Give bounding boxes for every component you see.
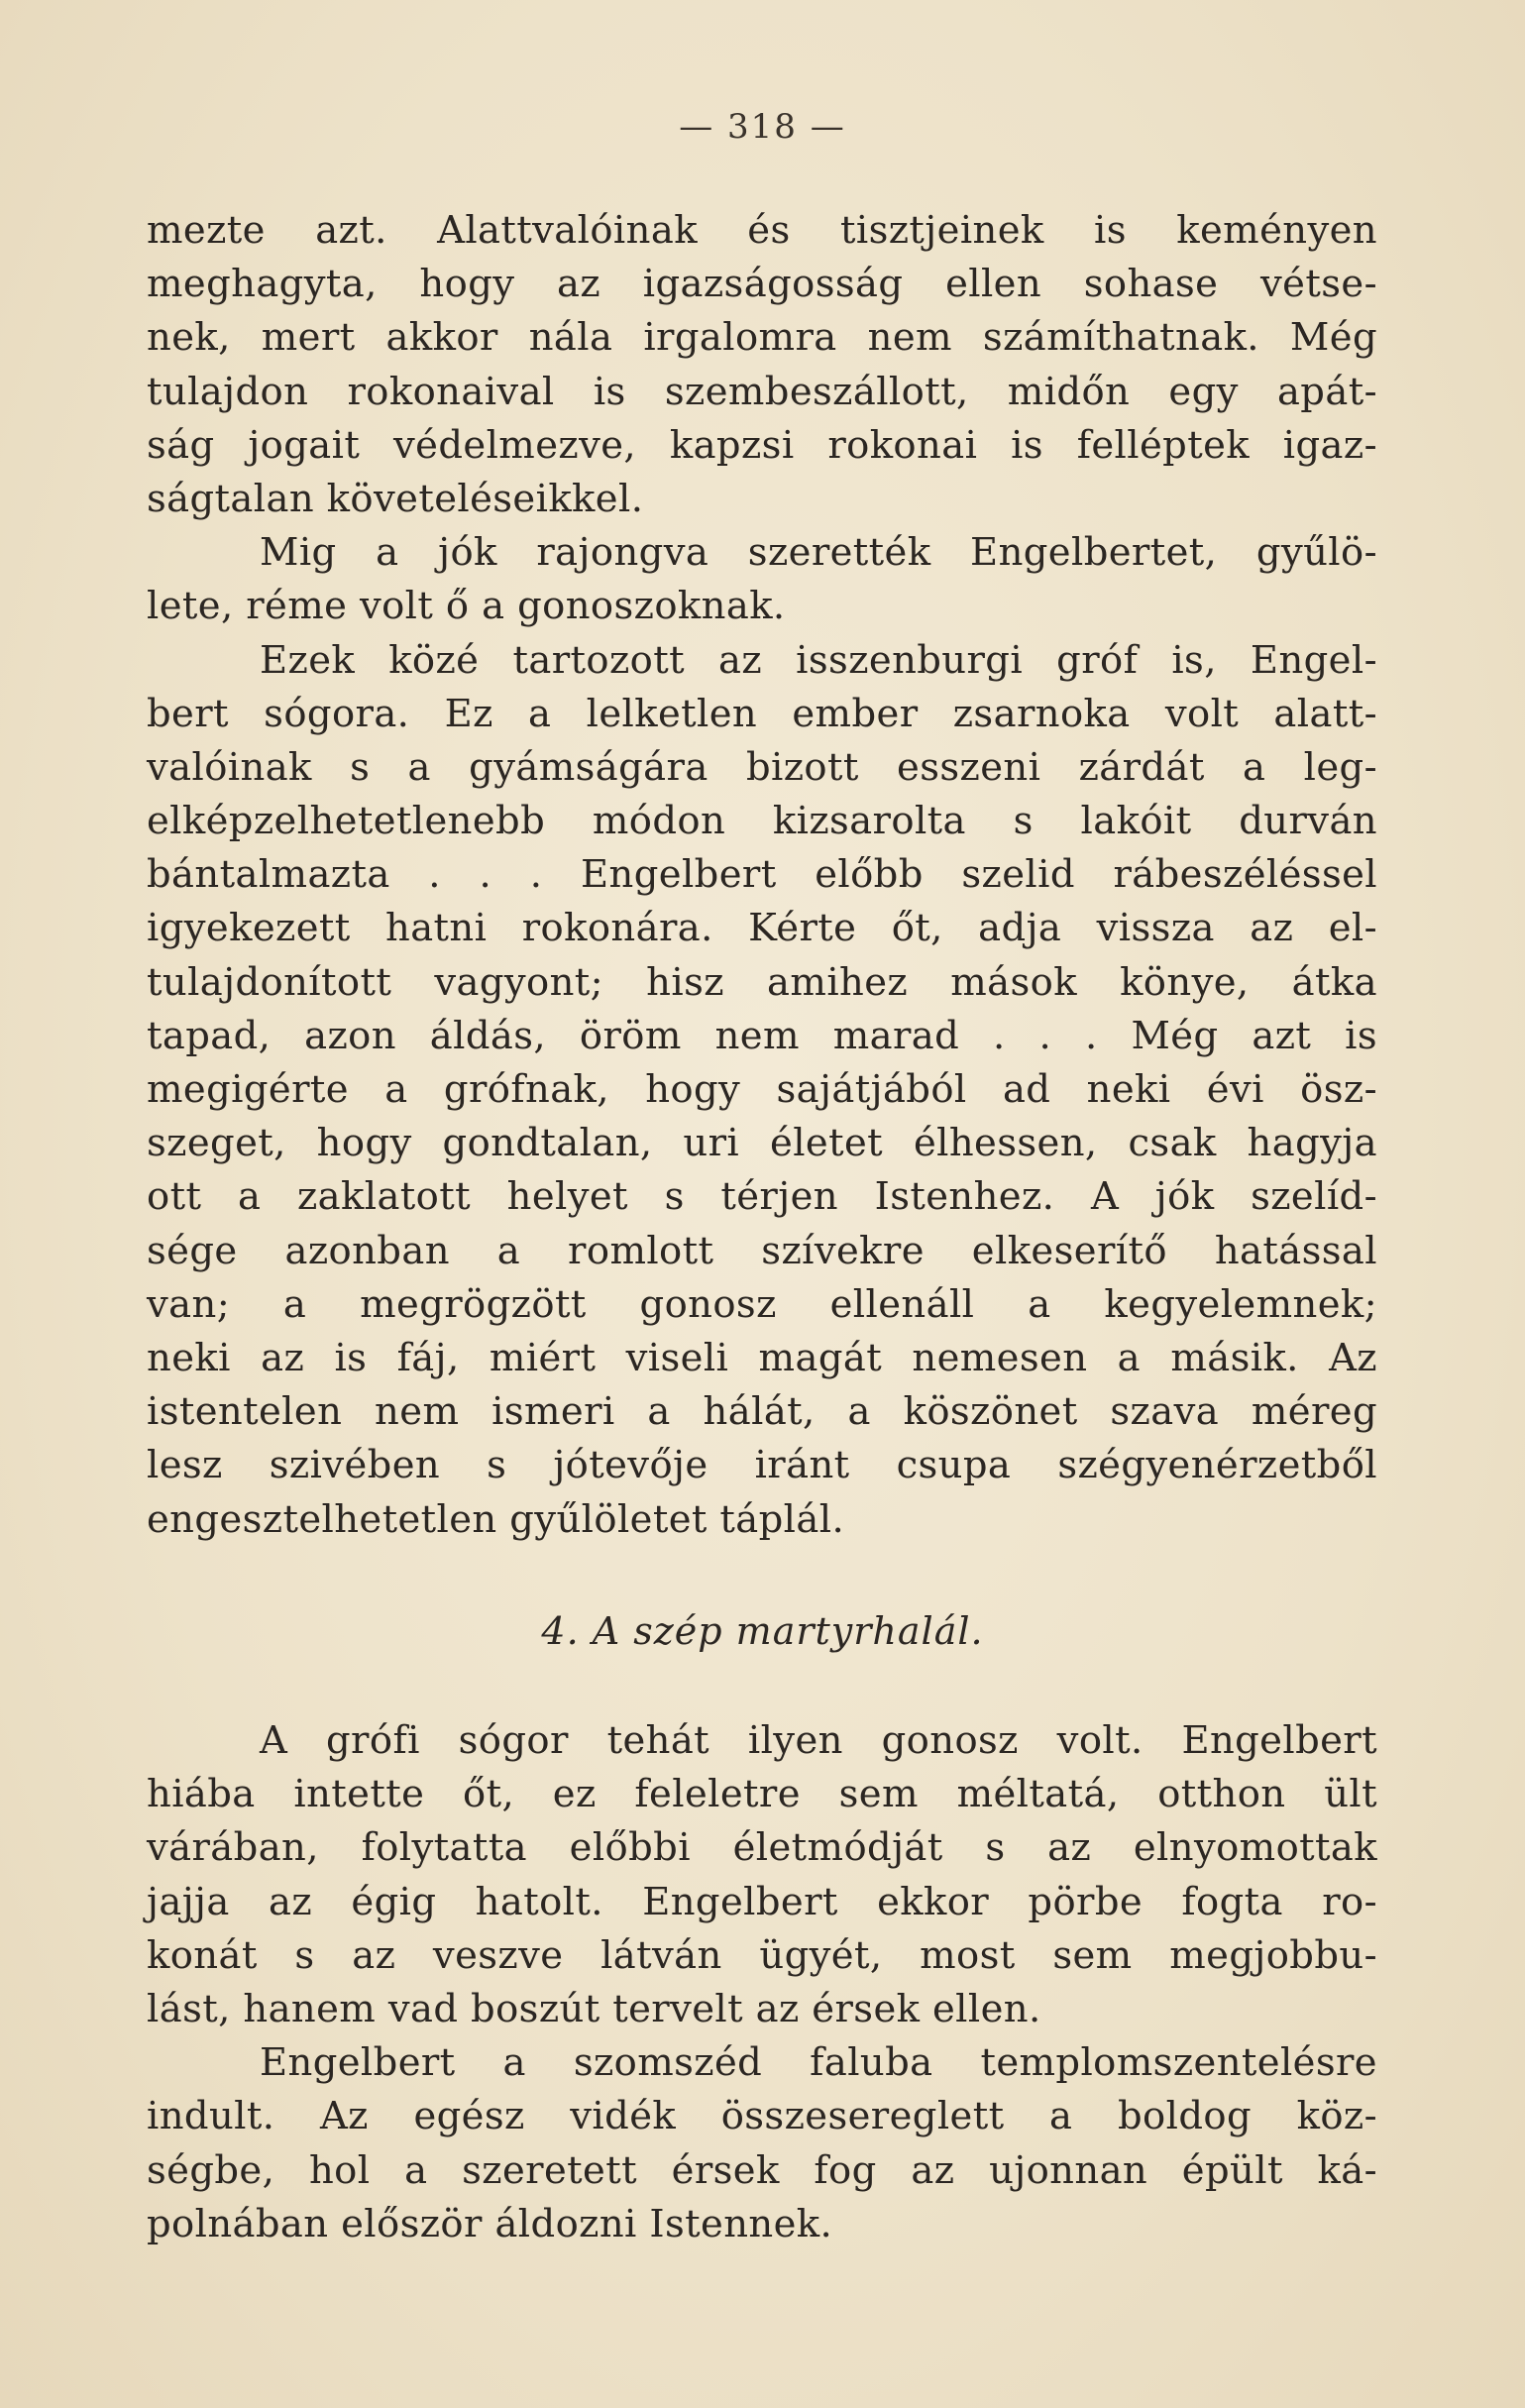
text-line: meghagyta, hogy az igazságosság ellen sohase vétse- — [147, 262, 1377, 307]
text-line: elképzelhetetlenebb módon kizsarolta s lakóit durván — [147, 799, 1377, 844]
text-line: szeget, hogy gondtalan, uri életet élhessen, csak hagyja — [147, 1121, 1377, 1166]
page-number: — 318 — — [679, 107, 846, 147]
text-line: indult. Az egész vidék összesereglett a boldog köz- — [147, 2094, 1377, 2139]
section-title: 4. A szép martyrhalál. — [541, 1609, 984, 1653]
text-line: bert sógora. Ez a lelketlen ember zsarnoka volt alatt- — [147, 691, 1377, 736]
text-line: istentelen nem ismeri a hálát, a köszönet szava méreg — [147, 1389, 1377, 1435]
text-line: lete, réme volt ő a gonoszoknak. — [147, 584, 786, 629]
text-line: tulajdon rokonaival is szembeszállott, midőn egy apát- — [147, 369, 1377, 414]
text-line: ségbe, hol a szeretett érsek fog az ujonnan épült ká- — [147, 2147, 1377, 2193]
text-line: bántalmazta . . . Engelbert előbb szelid rábeszéléssel — [147, 852, 1377, 898]
text-line: Engelbert a szomszéd faluba templomszentelésre — [260, 2040, 1377, 2086]
text-line: ság jogait védelmezve, kapzsi rokonai is felléptek igaz- — [147, 422, 1377, 468]
text-line: neki az is fáj, miért viseli magát nemesen a másik. Az — [147, 1335, 1377, 1380]
text-line: konát s az veszve látván ügyét, most sem megjobbu- — [147, 1932, 1377, 1978]
text-line: várában, folytatta előbbi életmódját s az elnyomottak — [147, 1825, 1377, 1871]
text-block-bottom — [147, 1714, 1377, 2251]
text-line: Mig a jók rajongva szerették Engelbertet, gyűlö- — [260, 530, 1377, 576]
text-line: nek, mert akkor nála irgalomra nem számíthatnak. Még — [147, 315, 1377, 361]
text-line: lesz szivében s jótevője iránt csupa szégyenérzetből — [147, 1443, 1377, 1488]
text-block-top — [147, 204, 1377, 1547]
text-line: sége azonban a romlott szívekre elkeserítő hatással — [147, 1228, 1377, 1273]
text-line: jajja az égig hatolt. Engelbert ekkor pörbe fogta ro- — [147, 1879, 1377, 1924]
text-line: tulajdonított vagyont; hisz amihez mások könye, átka — [147, 959, 1377, 1005]
text-line: mezte azt. Alattvalóinak és tisztjeinek is keményen — [147, 208, 1377, 253]
text-line: ott a zaklatott helyet s térjen Istenhez. A jók szelíd- — [147, 1174, 1377, 1220]
text-line: engesztelhetetlen gyűlöletet táplál. — [147, 1496, 845, 1542]
text-line: ságtalan követeléseikkel. — [147, 476, 644, 521]
text-line: valóinak s a gyámságára bizott esszeni zárdát a leg- — [147, 744, 1377, 790]
text-line: igyekezett hatni rokonára. Kérte őt, adja vissza az el- — [147, 906, 1377, 951]
text-line: Ezek közé tartozott az isszenburgi gróf is, Engel- — [260, 637, 1377, 683]
text-line: A grófi sógor tehát ilyen gonosz volt. Engelbert — [260, 1718, 1377, 1763]
text-line: van; a megrögzött gonosz ellenáll a kegyelemnek; — [147, 1281, 1377, 1327]
text-line: hiába intette őt, ez feleletre sem méltatá, otthon ült — [147, 1772, 1377, 1817]
text-line: megigérte a grófnak, hogy sajátjából ad neki évi ösz- — [147, 1067, 1377, 1112]
text-line: polnában először áldozni Istennek. — [147, 2201, 833, 2246]
text-line: lást, hanem vad boszút tervelt az érsek ellen. — [147, 1986, 1041, 2031]
text-line: tapad, azon áldás, öröm nem marad . . . Még azt is — [147, 1013, 1377, 1058]
